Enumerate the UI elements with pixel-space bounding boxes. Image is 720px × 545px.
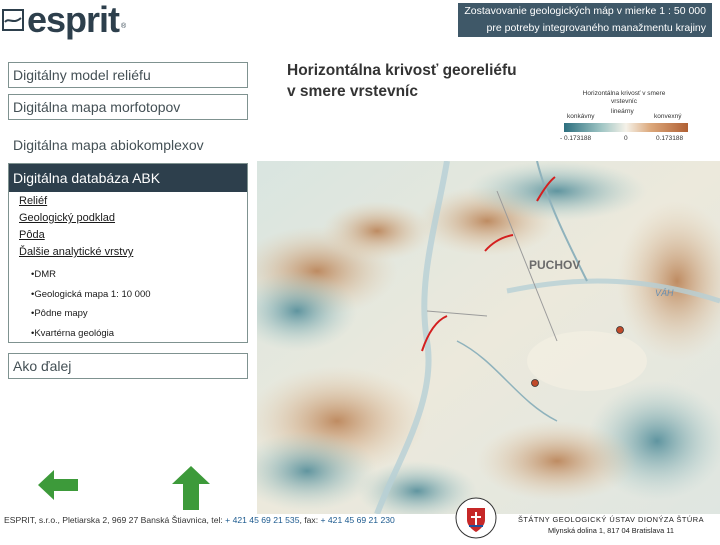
institute-emblem-icon bbox=[454, 496, 498, 540]
legend-max: 0.173188 bbox=[656, 135, 684, 142]
esprit-logo[interactable] bbox=[2, 2, 126, 38]
bullet-soil-maps: • Pôdne mapy bbox=[31, 304, 151, 324]
legend-title bbox=[560, 90, 688, 106]
map-title bbox=[287, 60, 557, 102]
institute-emblem bbox=[454, 496, 498, 545]
footer-contact bbox=[4, 514, 395, 526]
map-river-label: VÁH bbox=[655, 288, 674, 298]
legend-min: - 0.173188 bbox=[560, 135, 592, 142]
sidebar-item-next[interactable]: Ako ďalej bbox=[8, 353, 248, 379]
header-line-2: pre potreby integrovaného manažmentu krajiny bbox=[458, 20, 712, 37]
link-other-layers[interactable]: Ďalšie analytické vrstvy bbox=[19, 246, 134, 258]
header-line-1: Zostavovanie geologických máp v mierke 1 : 50 000 bbox=[458, 3, 712, 20]
legend-mid: 0 bbox=[624, 135, 628, 142]
legend-title-line-2: vrstevníc bbox=[610, 98, 637, 105]
database-links bbox=[19, 193, 133, 261]
legend-color-ramp bbox=[564, 123, 688, 132]
sidebar-item-morphotopes[interactable]: Digitálna mapa morfotopov bbox=[8, 94, 248, 120]
legend-concave-label: konkávny bbox=[567, 113, 595, 120]
footer-institute bbox=[506, 514, 716, 536]
legend-convex-label: konvexný bbox=[654, 113, 682, 120]
esprit-logo-icon bbox=[2, 9, 24, 31]
database-title[interactable]: Digitálna databáza ABK bbox=[9, 164, 247, 192]
footer-tel: + 421 45 69 21 535 bbox=[225, 515, 300, 525]
brand-mark: ® bbox=[121, 23, 127, 30]
institute-name: ŠTÁTNY GEOLOGICKÝ ÚSTAV DIONÝZA ŠTÚRA bbox=[517, 515, 705, 524]
bullet-quaternary: • Kvartérna geológia bbox=[31, 324, 151, 344]
footer bbox=[0, 514, 720, 540]
back-button[interactable] bbox=[38, 470, 80, 505]
footer-fax-label: , fax: bbox=[299, 515, 321, 525]
up-button[interactable] bbox=[172, 466, 210, 515]
brand-name: esprit bbox=[27, 0, 120, 40]
legend-linear-label: lineárny bbox=[611, 108, 634, 115]
sidebar-item-abiocomplexes[interactable]: Digitálna mapa abiokomplexov bbox=[8, 132, 248, 158]
link-soil[interactable]: Pôda bbox=[19, 229, 45, 241]
legend-title-line-1: Horizontálna krivosť v smere bbox=[582, 90, 666, 97]
link-geology[interactable]: Geologický podklad bbox=[19, 212, 116, 224]
map-town-label: PUCHOV bbox=[529, 258, 581, 272]
institute-address: Mlynská dolina 1, 817 04 Bratislava 11 bbox=[548, 526, 674, 535]
database-panel bbox=[8, 163, 248, 343]
arrow-up-icon bbox=[172, 466, 210, 510]
header bbox=[0, 0, 720, 44]
link-relief[interactable]: Reliéf bbox=[19, 195, 48, 207]
footer-fax: + 421 45 69 21 230 bbox=[320, 515, 395, 525]
sidebar-item-relief[interactable]: Digitálny model reliéfu bbox=[8, 62, 248, 88]
bullet-dmr: • DMR bbox=[31, 265, 151, 285]
curvature-map-image bbox=[257, 161, 720, 514]
legend bbox=[560, 90, 688, 146]
bullet-geologic-map: • Geologická mapa 1: 10 000 bbox=[31, 285, 151, 305]
map-title-line-1: Horizontálna krivosť georeliéfu bbox=[287, 62, 517, 79]
curvature-map[interactable] bbox=[257, 161, 720, 514]
database-bullets bbox=[31, 265, 151, 343]
footer-company: ESPRIT, s.r.o., Pletiarska 2, 969 27 Banská Štiavnica, tel: bbox=[4, 515, 226, 525]
header-subtitle bbox=[458, 3, 712, 37]
arrow-left-icon bbox=[38, 470, 80, 500]
map-title-line-2: v smere vrstevníc bbox=[287, 83, 418, 100]
